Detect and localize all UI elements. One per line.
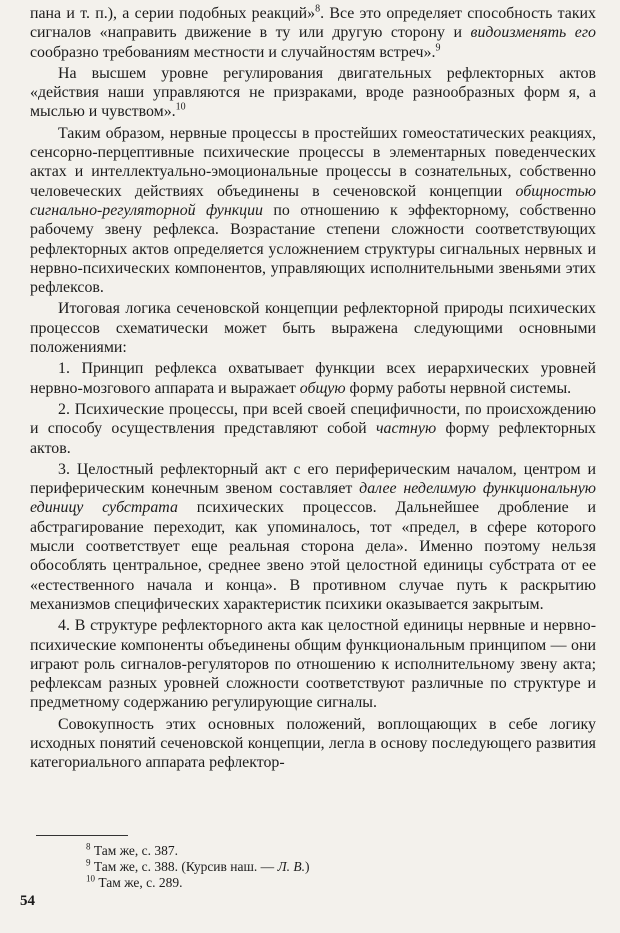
text-run: Там же, с. 388. (Курсив наш. — <box>90 859 278 874</box>
text-run: 1. Принцип рефлекса охватывает функции всех иерархических уровней нервно-мозгового аппарата и выражает <box>30 360 596 397</box>
text-run: ) <box>305 859 310 874</box>
text-run: Таким образом, нервные процессы в простейших гомеостатических реакциях, сенсорно-перцептивные психические процессы в элементарных поведенческих актах и интеллектуально-эмоциональные процессы в сознательных, собственно человеческих действиях объединены в сеченовской концепции <box>30 124 596 200</box>
text-run: На высшем уровне регулирования двигательных рефлекторных актов «действия наши управляются не призраками, вроде разнообразных форм я, а мыслью и чувством». <box>30 64 596 121</box>
paragraph-signal-regulatory-function <box>30 124 596 298</box>
text-run: 3. Целостный рефлекторный акт с его периферическим началом, центром и периферическим конечным звеном составляет <box>30 460 596 498</box>
text-run: пана и т. п.), а серии подобных реакций» <box>30 5 316 22</box>
text-run: . Все это определяет способность таких сигналов «направить движение в ту или другую сторону и <box>30 5 596 42</box>
text-run: психических процессов. Дальнейшее дробление и абстрагирование переходит, как упоминалось, тот «предел, в сфере которого мысли соответствует еще реальная сторона дела». Именно поэтому нельзя обособлять центральное, среднее звено этой целостной единицы субстрата от ее «естественного начала и конца». В противном случае путь к раскрытию механизмов специфических характеристик психики оказывается закрытым. <box>30 499 596 613</box>
body-text <box>30 4 596 773</box>
paragraph-thesis-2 <box>30 400 596 458</box>
paragraph-continuation <box>30 4 596 62</box>
text-run: сообразно требованиям местности и случайностям встреч». <box>30 43 436 61</box>
paragraph-thesis-1 <box>30 359 596 398</box>
italic-text: Л. В. <box>277 859 306 874</box>
italic-text: далее неделимую функциональную единицу субстрата <box>30 480 596 517</box>
text-run: по отношению к эффекторному, собственно рабочему звену рефлекса. Возрастание степени сложности соответствующих рефлекторных актов определяется усложнением структуры сигнальных нервных и нервно-психических компонентов, управляющих исполнительными звеньями этих рефлексов. <box>30 201 596 297</box>
text-run: форму работы нервной системы. <box>345 379 572 397</box>
italic-text: общую <box>299 379 346 397</box>
text-run: Там же, с. 387. <box>90 843 178 858</box>
paragraph-final-logic-intro <box>30 299 596 357</box>
text-run: Там же, с. 289. <box>95 875 183 890</box>
footnote-10 <box>86 875 182 891</box>
footnote-ref: 9 <box>435 42 441 54</box>
text-run: Итоговая логика сеченовской концепции рефлекторной природы психических процессов схематически может быть выражена следующими основными положениями: <box>30 300 596 357</box>
text-run: Совокупность этих основных положений, воплощающих в себе логику исходных понятий сеченовской концепции, легла в основу последующего развития категориального аппарата рефлектор- <box>30 715 596 772</box>
text-run: форму рефлекторных актов. <box>30 420 597 457</box>
paragraph-thesis-3 <box>30 460 596 614</box>
italic-text: частную <box>375 420 437 438</box>
italic-text: видоизменять его <box>470 24 597 42</box>
paragraph-thesis-4 <box>30 616 596 712</box>
page-number: 54 <box>20 893 35 909</box>
paragraph-higher-level-regulation <box>30 64 596 122</box>
footnote-ref: 8 <box>315 3 321 15</box>
footnote-ref: 10 <box>86 873 95 884</box>
footnote-8 <box>86 843 178 859</box>
footnote-ref: 8 <box>86 841 91 852</box>
footnote-9 <box>86 859 310 875</box>
footnote-divider <box>36 835 128 836</box>
paragraph-conclusion <box>30 715 596 773</box>
italic-text: общностью сигнально-регуляторной функции <box>30 182 596 219</box>
footnote-ref: 10 <box>175 102 186 114</box>
text-run: 4. В структуре рефлекторного акта как целостной единицы нервные и нервно-психические компоненты объединены общим функциональным принципом — они играют роль сигналов-регуляторов по отношению к исполнительному звену акта; рефлексам разных уровней сложности соответствуют различные по структуре и предметному содержанию регулирующие сигналы. <box>30 617 596 712</box>
footnote-ref: 9 <box>86 857 91 868</box>
text-run: 2. Психические процессы, при всей своей специфичности, по происхождению и способу осуществления представляют собой <box>30 400 596 438</box>
